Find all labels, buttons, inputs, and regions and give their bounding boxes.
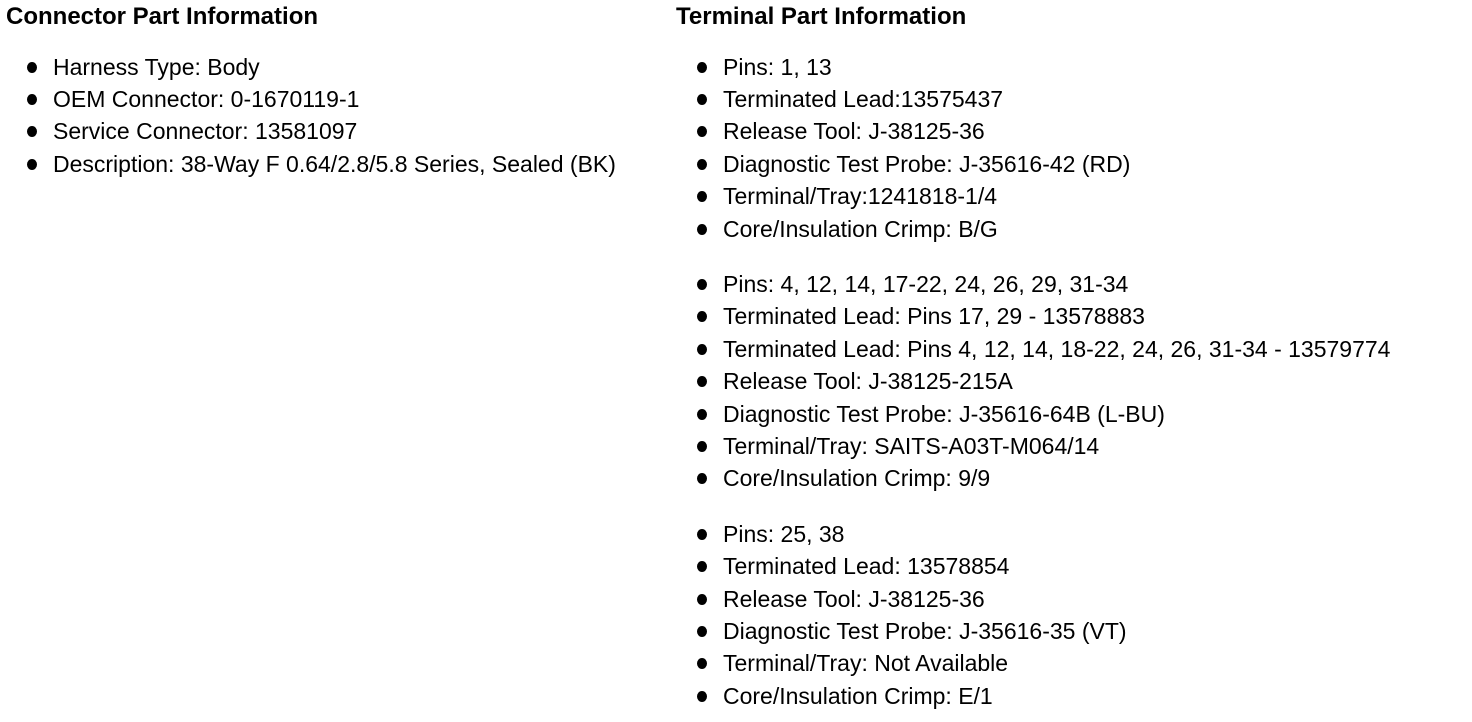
list-item-text: Diagnostic Test Probe: J-35616-42 (RD) (723, 150, 1131, 177)
list-item-text: Pins: 1, 13 (723, 53, 832, 80)
bullet-icon (697, 441, 707, 452)
bullet-icon (697, 473, 707, 484)
terminal-pin-group-1 (676, 51, 1472, 245)
list-item (676, 398, 1472, 430)
list-item (676, 550, 1472, 582)
list-item-text: Terminal/Tray: Not Available (723, 650, 1009, 677)
list-item (676, 463, 1472, 495)
terminal-pin-group-2 (676, 268, 1472, 495)
list-item (676, 615, 1472, 647)
list-item (676, 51, 1472, 83)
list-item-text: Diagnostic Test Probe: J-35616-64B (L-BU) (723, 400, 1165, 427)
bullet-icon (697, 62, 707, 73)
list-item-text: Harness Type: Body (53, 53, 260, 80)
bullet-icon (697, 159, 707, 170)
list-item-text: Core/Insulation Crimp: 9/9 (723, 465, 991, 492)
list-item (676, 268, 1472, 300)
list-item-text: Pins: 25, 38 (723, 520, 845, 547)
list-item-text: Terminated Lead:13575437 (723, 86, 1004, 113)
bullet-icon (697, 311, 707, 322)
bullet-icon (697, 344, 707, 355)
bullet-icon (697, 658, 707, 669)
list-item-text: Terminal/Tray:1241818-1/4 (723, 183, 998, 210)
list-item-text: Pins: 4, 12, 14, 17-22, 24, 26, 29, 31-34 (723, 271, 1129, 298)
list-item-text: Core/Insulation Crimp: E/1 (723, 682, 993, 709)
connector-items-list (6, 51, 670, 181)
terminal-section-title: Terminal Part Information (676, 3, 967, 30)
bullet-icon (697, 191, 707, 202)
bullet-icon (27, 94, 37, 105)
list-item-text: Terminated Lead: 13578854 (723, 553, 1010, 580)
bullet-icon (697, 409, 707, 420)
list-item (676, 181, 1472, 213)
bullet-icon (27, 126, 37, 137)
list-item-text: Service Connector: 13581097 (53, 118, 358, 145)
list-item (676, 680, 1472, 712)
bullet-icon (697, 126, 707, 137)
bullet-icon (697, 94, 707, 105)
list-item (676, 83, 1472, 115)
list-item-text: Diagnostic Test Probe: J-35616-35 (VT) (723, 617, 1127, 644)
connector-part-information-section (0, 0, 670, 181)
bullet-icon (697, 561, 707, 572)
list-item (676, 213, 1472, 245)
bullet-icon (697, 594, 707, 605)
list-item-text: Terminal/Tray: SAITS-A03T-M064/14 (723, 432, 1100, 459)
bullet-icon (27, 159, 37, 170)
list-item (676, 518, 1472, 550)
list-item (676, 430, 1472, 462)
list-item (6, 83, 670, 115)
list-item-text: Release Tool: J-38125-36 (723, 118, 985, 145)
terminal-pin-group-3 (676, 518, 1472, 712)
list-item (676, 583, 1472, 615)
list-item (676, 333, 1472, 365)
list-item-text: Core/Insulation Crimp: B/G (723, 215, 998, 242)
list-item-text: Terminated Lead: Pins 17, 29 - 13578883 (723, 303, 1145, 330)
list-item-text: Release Tool: J-38125-36 (723, 585, 985, 612)
bullet-icon (697, 626, 707, 637)
list-item (676, 301, 1472, 333)
list-item (6, 51, 670, 83)
list-item-text: Description: 38-Way F 0.64/2.8/5.8 Series, Sealed (BK) (53, 150, 616, 177)
list-item (676, 148, 1472, 180)
list-item (6, 116, 670, 148)
bullet-icon (697, 376, 707, 387)
bullet-icon (697, 691, 707, 702)
bullet-icon (697, 529, 707, 540)
list-item (676, 648, 1472, 680)
bullet-icon (697, 279, 707, 290)
connector-section-title: Connector Part Information (6, 3, 319, 30)
list-item-text: Terminated Lead: Pins 4, 12, 14, 18-22, 24, 26, 31-34 - 13579774 (723, 335, 1391, 362)
list-item (676, 366, 1472, 398)
list-item-text: Release Tool: J-38125-215A (723, 368, 1013, 395)
list-item (676, 116, 1472, 148)
bullet-icon (27, 62, 37, 73)
list-item-text: OEM Connector: 0-1670119-1 (53, 86, 360, 113)
list-item (6, 148, 670, 180)
bullet-icon (697, 224, 707, 235)
terminal-part-information-section (670, 0, 1472, 712)
